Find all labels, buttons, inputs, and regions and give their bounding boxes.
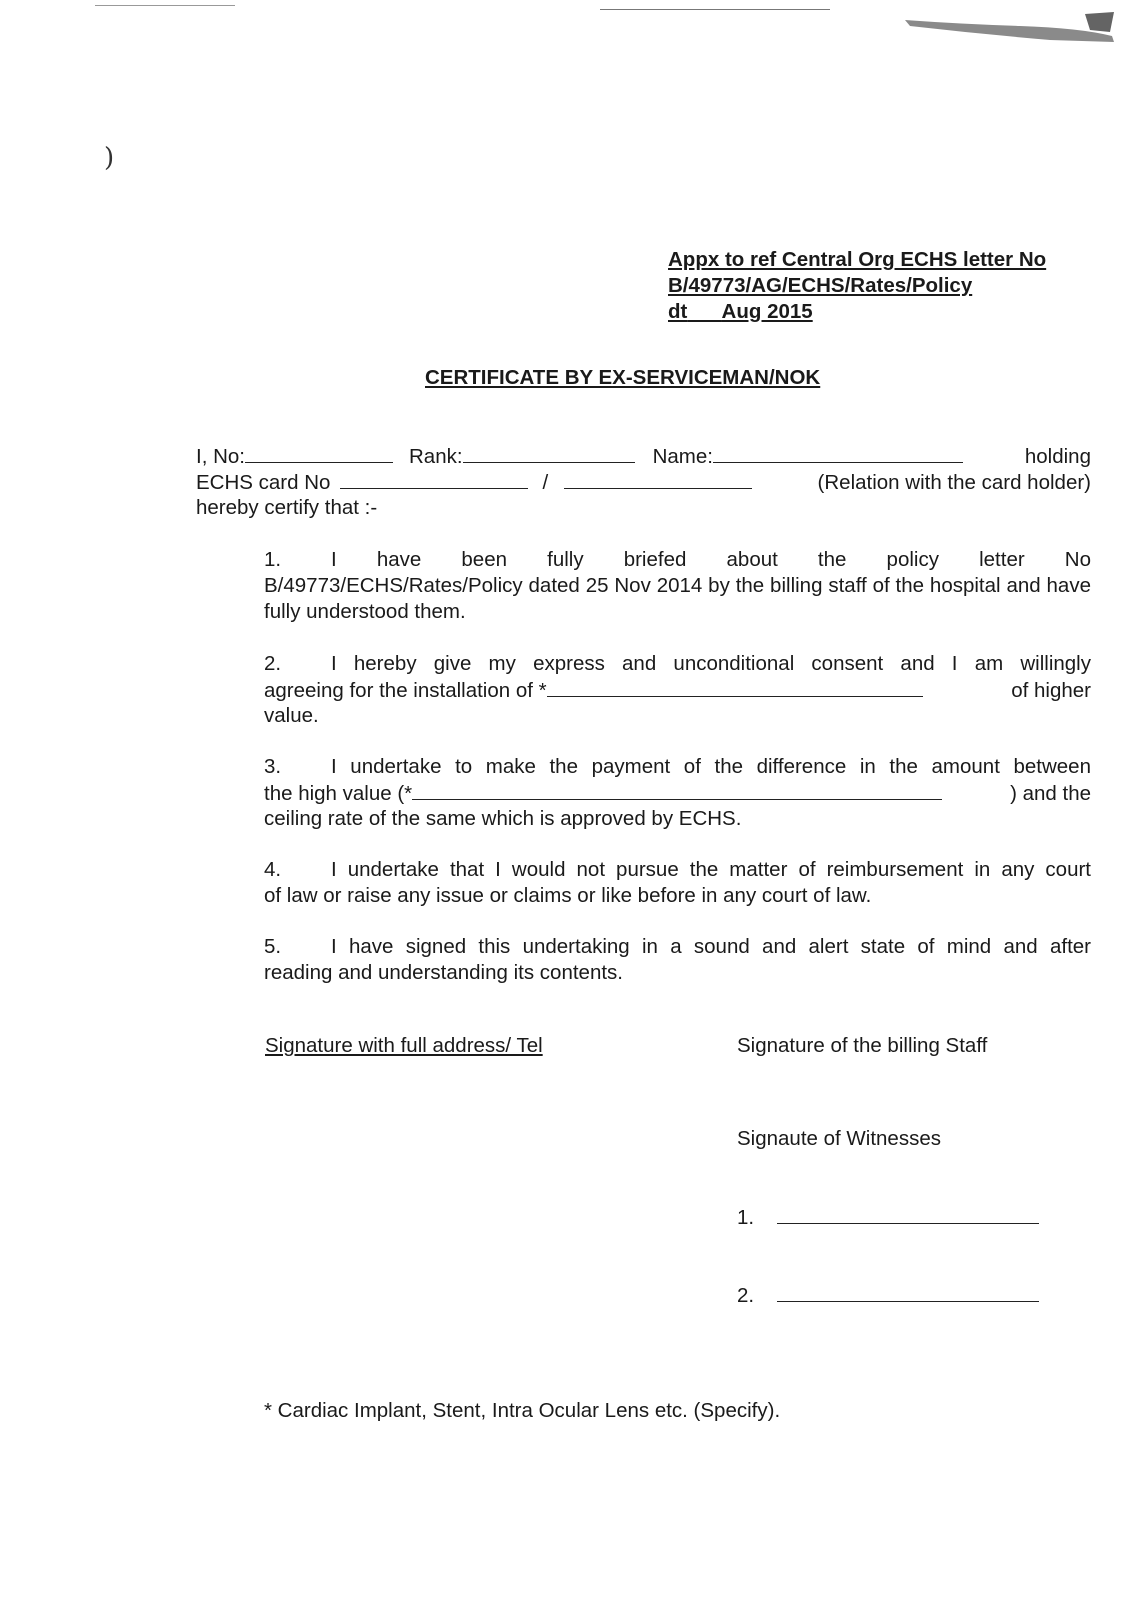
witness-2-signature-field[interactable]	[777, 1282, 1039, 1302]
paragraph-text: I undertake to make the payment of the difference in the amount between	[331, 755, 1091, 778]
witness-2-row	[737, 1282, 1039, 1309]
high-value-item-field[interactable]	[412, 780, 942, 800]
scan-artifact-line	[600, 9, 830, 10]
intro-line-3	[196, 495, 1091, 521]
paragraph-text: ) and the	[1010, 782, 1091, 805]
implant-item-field[interactable]	[547, 677, 923, 697]
paragraph-line	[264, 547, 1091, 573]
paragraph-number: 4.	[264, 858, 282, 881]
witness-number: 2.	[737, 1284, 755, 1307]
paragraph-1	[264, 547, 1091, 625]
paragraph-4	[264, 857, 1091, 909]
card-no-label: ECHS card No	[196, 471, 331, 494]
paragraph-text: the high value (*	[264, 782, 413, 805]
paragraph-text: I have been fully briefed about the policy letter No	[331, 548, 1091, 571]
stray-pen-mark: )	[104, 143, 115, 173]
scan-artifact-line	[95, 5, 235, 6]
paragraph-line	[264, 677, 1091, 703]
card-no-field[interactable]	[340, 469, 528, 489]
reference-line: B/49773/AG/ECHS/Rates/Policy	[668, 274, 973, 297]
intro-line-2	[196, 469, 1091, 495]
holding-label: holding	[1024, 445, 1091, 468]
paragraph-text: B/49773/ECHS/Rates/Policy dated 25 Nov 2014 by the billing staff of the hospital and have fully understood them.	[264, 574, 1091, 623]
paragraph-text: of higher	[1011, 679, 1091, 702]
rank-label: Rank:	[409, 445, 463, 468]
paragraph-number: 3.	[264, 755, 282, 778]
footnote: * Cardiac Implant, Stent, Intra Ocular Lens etc. (Specify).	[264, 1399, 781, 1422]
paragraph-5	[264, 934, 1091, 986]
witnesses-label: Signaute of Witnesses	[737, 1127, 941, 1150]
rank-field[interactable]	[463, 443, 635, 463]
paragraph-text: of law or raise any issue or claims or like before in any court of law.	[264, 884, 872, 907]
witness-1-row	[737, 1204, 1039, 1231]
intro-line-1	[196, 443, 1091, 469]
paragraph-line	[264, 857, 1091, 883]
witness-1-signature-field[interactable]	[777, 1204, 1039, 1224]
intro-section	[196, 443, 1091, 521]
signature-applicant-label: Signature with full address/ Tel	[265, 1034, 543, 1057]
signature-billing-staff-label: Signature of the billing Staff	[737, 1034, 988, 1057]
paragraph-3	[264, 754, 1091, 832]
certificate-title: CERTIFICATE BY EX-SERVICEMAN/NOK	[425, 366, 821, 389]
slash-separator: /	[542, 471, 549, 494]
paragraph-text: I hereby give my express and unconditional consent and I am willingly	[331, 652, 1091, 675]
no-label: I, No:	[196, 445, 245, 468]
certify-text: hereby certify that :-	[196, 496, 378, 519]
paragraph-number: 1.	[264, 548, 282, 571]
paragraph-text: I have signed this undertaking in a sound and alert state of mind and after	[331, 935, 1091, 958]
relation-field[interactable]	[564, 469, 752, 489]
service-no-field[interactable]	[245, 443, 393, 463]
reference-block	[668, 247, 1088, 325]
paragraph-text: ceiling rate of the same which is approved by ECHS.	[264, 807, 742, 830]
relation-label: (Relation with the card holder)	[817, 471, 1091, 494]
paragraph-number: 2.	[264, 652, 282, 675]
paragraph-text: agreeing for the installation of *	[264, 679, 547, 702]
paragraph-text: I undertake that I would not pursue the matter of reimbursement in any court	[331, 858, 1091, 881]
reference-line: Appx to ref Central Org ECHS letter No	[668, 248, 1047, 271]
paragraph-number: 5.	[264, 935, 282, 958]
paragraph-line	[264, 754, 1091, 780]
paragraph-2	[264, 651, 1091, 729]
scan-smudge-mark	[900, 6, 1115, 42]
paragraph-line	[264, 651, 1091, 677]
paragraph-text: reading and understanding its contents.	[264, 961, 624, 984]
name-field[interactable]	[713, 443, 963, 463]
name-label: Name:	[652, 445, 713, 468]
paragraph-line	[264, 780, 1091, 806]
reference-date: Aug 2015	[721, 300, 813, 323]
paragraph-text: value.	[264, 704, 319, 727]
paragraph-line	[264, 934, 1091, 960]
reference-date-prefix: dt	[668, 300, 688, 323]
witness-number: 1.	[737, 1206, 755, 1229]
reference-date-line	[668, 299, 1088, 325]
